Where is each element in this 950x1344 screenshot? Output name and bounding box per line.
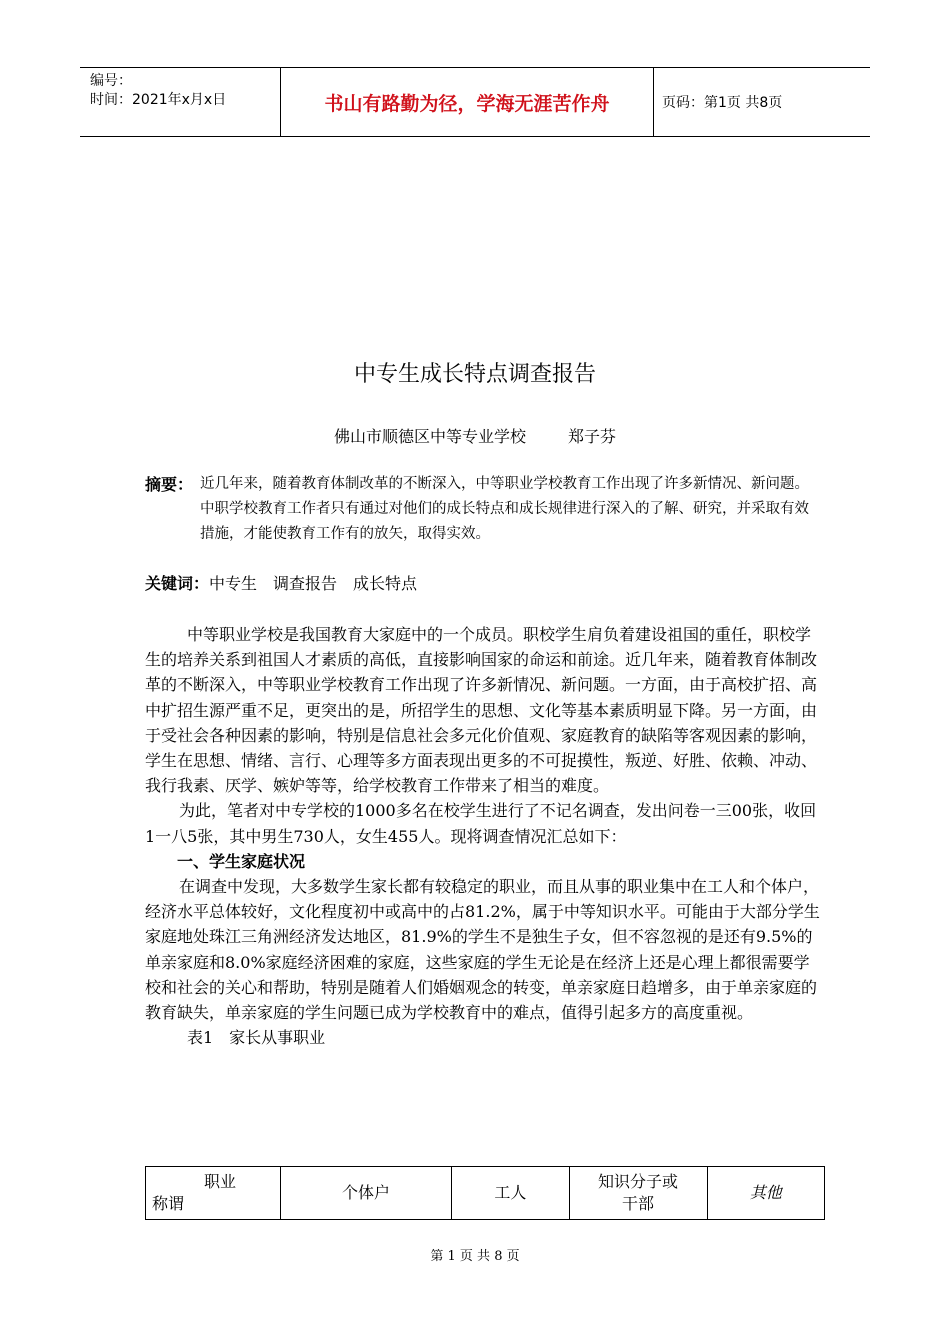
abstract-text: 近几年来，随着教育体制改革的不断深入，中等职业学校教育工作出现了许多新情况、新问题。中职学校教育工作者只有通过对他们的成长特点和成长规律进行深入的了解、研究，并采取有效措施，才能使教育工作有的放矢，取得实效。 <box>200 476 809 542</box>
paragraph-family: 在调查中发现，大多数学生家长都有较稳定的职业，而且从事的职业集中在工人和个体户，经济水平总体较好，文化程度初中或高中的占81.2%，属于中等知识水平。可能由于大部分学生家庭地处珠江三角洲经济发达地区，81.9%的学生不是独生子女，但不容忽视的是还有9.5%的单亲家庭和8.0%家庭经济困难的家庭，这些家庭的学生无论是在经济上还是心理上都很需要学校和社会的关心和帮助，特别是随着人们婚姻观念的转变，单亲家庭日趋增多，由于单亲家庭的教育缺失，单亲家庭的学生问题已成为学校教育中的难点，值得引起多方的高度重视。 <box>145 877 820 1023</box>
body-text <box>145 622 825 1050</box>
header-meta <box>80 68 280 136</box>
table-header-cell-text: 知识分子或干部 <box>598 1172 679 1213</box>
document-header <box>80 67 870 137</box>
page-footer: 第 1 页 共 8 页 <box>430 1249 520 1264</box>
paragraph-survey: 为此，笔者对中专学校的1000多名在校学生进行了不记名调查，发出问卷一三00张，收回1一八5张，其中男生730人，女生455人。现将调查情况汇总如下： <box>145 801 817 846</box>
paragraph-intro: 中等职业学校是我国教育大家庭中的一个成员。职校学生肩负着建设祖国的重任，职校学生的培养关系到祖国人才素质的高低，直接影响国家的命运和前途。近几年来，随着教育体制改革的不断深入，中等职业学校教育工作出现了许多新情况、新问题。一方面，由于高校扩招、高中扩招生源严重不足，更突出的是，所招学生的思想、文化等基本素质明显下降。另一方面，由于受社会各种因素的影响，特别是信息社会多元化价值观、家庭教育的缺陷等客观因素的影响，学生在思想、情绪、言行、心理等多方面表现出更多的不可捉摸性，叛逆、好胜、依赖、冲动、我行我素、厌学、嫉妒等等，给学校教育工作带来了相当的难度。 <box>145 625 818 796</box>
keywords-text: 中专生 调查报告 成长特点 <box>209 574 418 593</box>
time-label: 时间：2021年x月x日 <box>90 92 227 108</box>
table-caption: 表1 家长从事职业 <box>187 1028 326 1048</box>
number-label: 编号： <box>90 73 132 89</box>
table-header-cell: 工人 <box>452 1167 569 1220</box>
keywords <box>145 571 417 594</box>
table-header-cell: 个体户 <box>281 1167 452 1220</box>
header-page-label: 页码：第1页 共8页 <box>662 95 783 111</box>
table-corner-cell <box>146 1167 281 1220</box>
abstract <box>145 472 825 547</box>
header-motto: 书山有路勤为径，学海无涯苦作舟 <box>280 68 654 136</box>
table-header-cell: 其他 <box>707 1167 824 1220</box>
abstract-label: 摘要： <box>145 475 194 494</box>
corner-bottom-label: 称谓 <box>152 1194 185 1213</box>
table-header-cell <box>569 1167 707 1220</box>
section-heading-family: 一、学生家庭状况 <box>177 851 306 871</box>
author-line <box>0 424 950 447</box>
page-title: 中专生成长特点调查报告 <box>353 362 596 387</box>
corner-top-label: 职业 <box>204 1172 237 1191</box>
table-row <box>146 1167 825 1220</box>
parent-occupation-table <box>145 1166 825 1220</box>
author-name: 郑子芬 <box>568 427 617 446</box>
keywords-label: 关键词： <box>145 574 210 593</box>
author-school: 佛山市顺德区中等专业学校 <box>333 427 526 446</box>
